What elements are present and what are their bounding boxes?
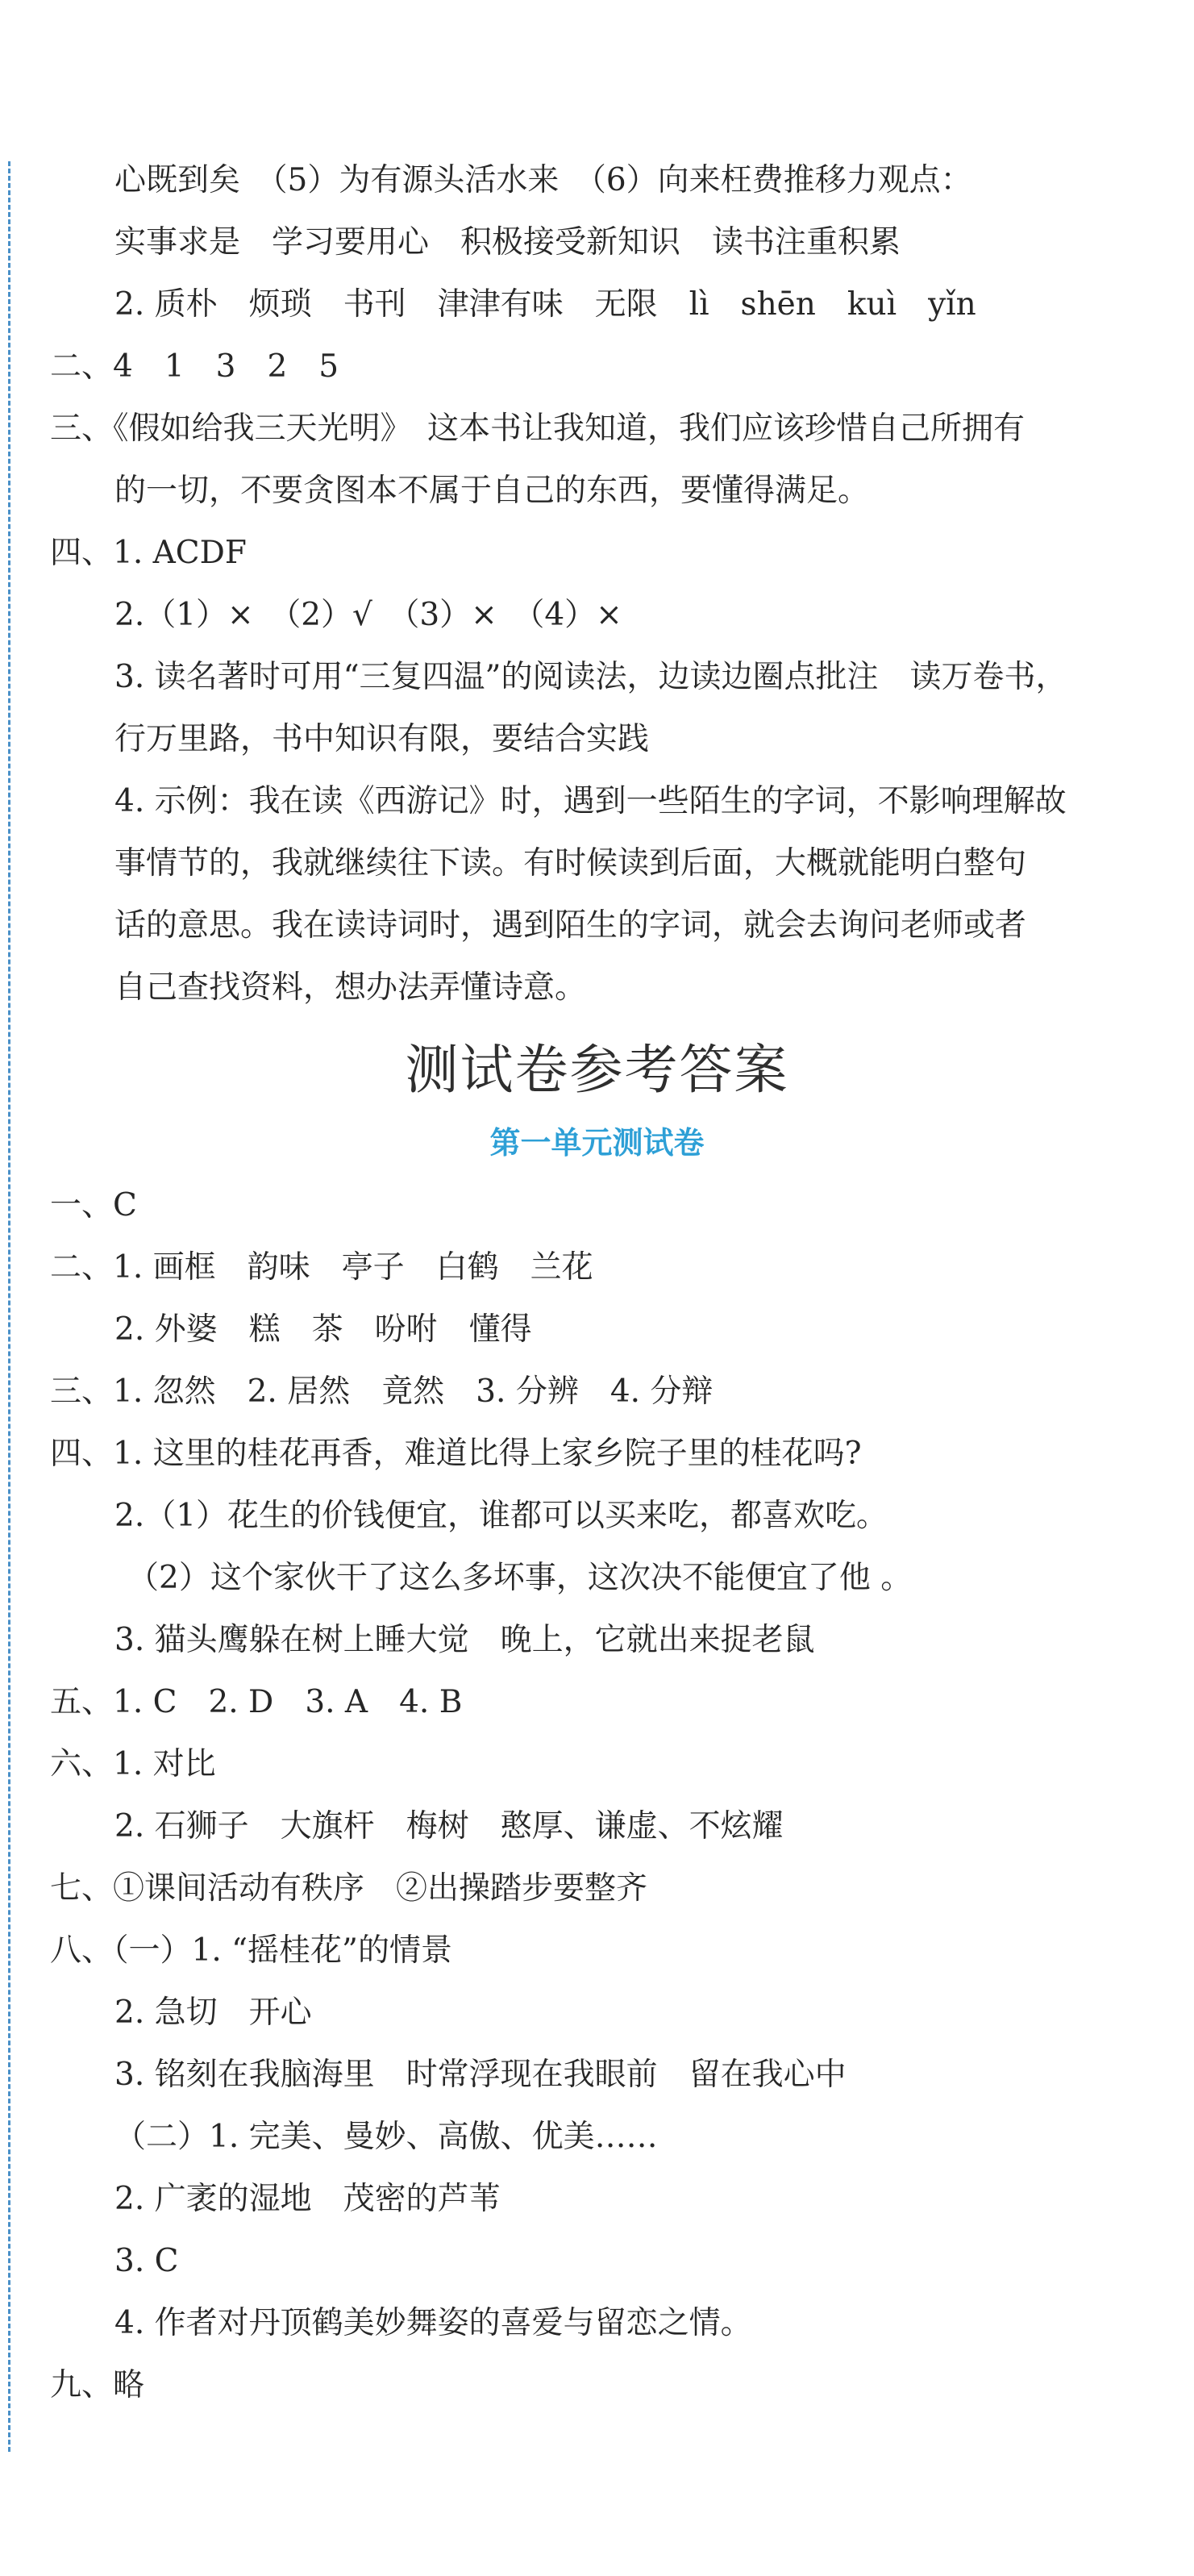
cut-line bbox=[8, 161, 10, 2452]
text-line: 3. 铭刻在我脑海里 时常浮现在我眼前 留在我心中 bbox=[114, 2057, 847, 2093]
text-line: 3. 猫头鹰躲在树上睡大觉 晚上，它就出来捉老鼠 bbox=[114, 1622, 815, 1658]
text-line: 话的意思。我在读诗词时，遇到陌生的字词，就会去询问老师或者 bbox=[114, 907, 1027, 944]
text-line: 的一切，不要贪图本不属于自己的东西，要懂得满足。 bbox=[114, 473, 870, 509]
text-line: 3. C bbox=[114, 2243, 179, 2279]
text-line: 2. 质朴 烦琐 书刊 津津有味 无限 lì shēn kuì yǐn bbox=[114, 286, 976, 323]
text-line: （2）这个家伙干了这么多坏事，这次决不能便宜了他 。 bbox=[127, 1560, 913, 1596]
text-line: 2. 石狮子 大旗杆 梅树 憨厚、谦虚、不炫耀 bbox=[114, 1808, 784, 1844]
text-line: 4. 作者对丹顶鹤美妙舞姿的喜爱与留恋之情。 bbox=[114, 2305, 752, 2341]
page-title: 测试卷参考答案 bbox=[405, 1039, 789, 1101]
section-line: 一、C bbox=[50, 1187, 137, 1223]
section-line: 四、1. 这里的桂花再香，难道比得上家乡院子里的桂花吗? bbox=[50, 1436, 862, 1472]
text-line: 2. 广袤的湿地 茂密的芦苇 bbox=[114, 2181, 501, 2217]
text-line: 2. 急切 开心 bbox=[114, 1995, 312, 2031]
text-line: 心既到矣 （5）为有源头活水来 （6）向来枉费推移力观点： bbox=[114, 162, 972, 198]
section-line: 八、（一）1. “摇桂花”的情景 bbox=[50, 1932, 452, 1969]
section-line: 六、1. 对比 bbox=[50, 1746, 216, 1782]
text-line: 2.（1）× （2）√ （3）× （4）× bbox=[114, 597, 622, 633]
section-line: 七、①课间活动有秩序 ②出操踏步要整齐 bbox=[50, 1870, 648, 1907]
section-line: 三、《假如给我三天光明》 这本书让我知道，我们应该珍惜自己所拥有 bbox=[50, 411, 1026, 447]
section-line: 四、1. ACDF bbox=[50, 535, 247, 571]
section-line: 五、1. C 2. D 3. A 4. B bbox=[50, 1684, 463, 1720]
section-subtitle: 第一单元测试卷 bbox=[489, 1125, 705, 1161]
section-line: 二、1. 画框 韵味 亭子 白鹤 兰花 bbox=[50, 1249, 593, 1286]
section-line: 三、1. 忽然 2. 居然 竟然 3. 分辨 4. 分辩 bbox=[50, 1373, 713, 1410]
text-line: （二）1. 完美、曼妙、高傲、优美…… bbox=[114, 2119, 658, 2155]
text-line: 4. 示例：我在读《西游记》时，遇到一些陌生的字词，不影响理解故 bbox=[114, 783, 1067, 819]
text-line: 行万里路，书中知识有限，要结合实践 bbox=[114, 721, 650, 757]
text-line: 3. 读名著时可用“三复四温”的阅读法，边读边圈点批注 读万卷书， bbox=[114, 659, 1067, 695]
section-line: 二、4 1 3 2 5 bbox=[50, 348, 339, 385]
text-line: 自己查找资料，想办法弄懂诗意。 bbox=[114, 969, 587, 1006]
text-line: 2. 外婆 糕 茶 吩咐 懂得 bbox=[114, 1311, 532, 1348]
section-line: 九、略 bbox=[50, 2367, 145, 2403]
text-line: 实事求是 学习要用心 积极接受新知识 读书注重积累 bbox=[114, 224, 901, 261]
text-line: 事情节的，我就继续往下读。有时候读到后面，大概就能明白整句 bbox=[114, 845, 1027, 882]
text-line: 2.（1）花生的价钱便宜，谁都可以买来吃，都喜欢吃。 bbox=[114, 1498, 888, 1534]
